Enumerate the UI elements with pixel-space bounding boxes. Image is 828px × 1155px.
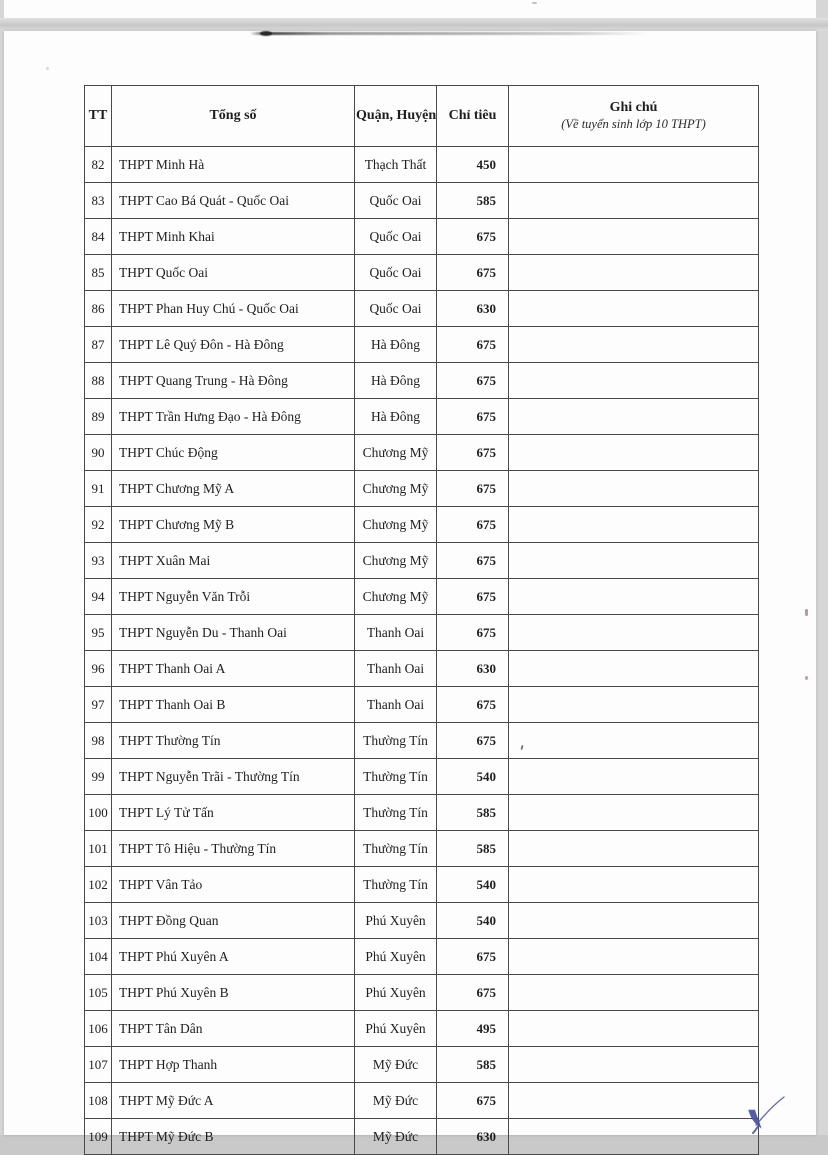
cell-note (509, 795, 759, 831)
cell-district: Phú Xuyên (355, 903, 437, 939)
table-row (85, 1119, 759, 1155)
cell-note (509, 327, 759, 363)
table-row (85, 543, 759, 579)
cell-quota: 675 (437, 363, 509, 399)
table-row (85, 975, 759, 1011)
cell-note (509, 255, 759, 291)
table-row (85, 831, 759, 867)
cell-quota: 585 (437, 183, 509, 219)
cell-district: Chương Mỹ (355, 579, 437, 615)
cell-district: Mỹ Đức (355, 1047, 437, 1083)
cell-tt: 91 (85, 471, 112, 507)
cell-school-name: THPT Vân Tảo (112, 867, 355, 903)
cell-quota: 585 (437, 1047, 509, 1083)
cell-school-name: THPT Chương Mỹ B (112, 507, 355, 543)
table-row (85, 795, 759, 831)
cell-district: Thường Tín (355, 831, 437, 867)
cell-tt: 103 (85, 903, 112, 939)
cell-tt: 92 (85, 507, 112, 543)
table-row (85, 147, 759, 183)
table-row (85, 507, 759, 543)
cell-school-name: THPT Nguyễn Trãi - Thường Tín (112, 759, 355, 795)
table-row (85, 615, 759, 651)
cell-district: Thường Tín (355, 795, 437, 831)
cell-tt: 93 (85, 543, 112, 579)
table-row (85, 723, 759, 759)
cell-school-name: THPT Thanh Oai B (112, 687, 355, 723)
cell-note (509, 1119, 759, 1155)
table-row (85, 759, 759, 795)
cell-district: Phú Xuyên (355, 975, 437, 1011)
cell-school-name: THPT Hợp Thanh (112, 1047, 355, 1083)
cell-district: Phú Xuyên (355, 939, 437, 975)
cell-note (509, 291, 759, 327)
cell-tt: 86 (85, 291, 112, 327)
cell-district: Chương Mỹ (355, 507, 437, 543)
cell-note (509, 183, 759, 219)
cell-tt: 84 (85, 219, 112, 255)
table-row (85, 399, 759, 435)
cell-quota: 675 (437, 507, 509, 543)
table-row (85, 291, 759, 327)
cell-quota: 585 (437, 795, 509, 831)
table-row (85, 687, 759, 723)
table-row (85, 867, 759, 903)
cell-school-name: THPT Đồng Quan (112, 903, 355, 939)
cell-note (509, 831, 759, 867)
cell-quota: 675 (437, 975, 509, 1011)
cell-note (509, 939, 759, 975)
cell-tt: 96 (85, 651, 112, 687)
table-row (85, 939, 759, 975)
cell-note (509, 651, 759, 687)
cell-district: Mỹ Đức (355, 1083, 437, 1119)
cell-quota: 675 (437, 1083, 509, 1119)
col-header-district: Quận, Huyện (355, 86, 437, 147)
cell-note (509, 1083, 759, 1119)
cell-note (509, 435, 759, 471)
pen-checkmark (738, 1089, 794, 1137)
cell-tt: 104 (85, 939, 112, 975)
table-row (85, 363, 759, 399)
cell-district: Quốc Oai (355, 291, 437, 327)
cell-note (509, 1011, 759, 1047)
table-row (85, 219, 759, 255)
cell-tt: 82 (85, 147, 112, 183)
page-gap (0, 18, 828, 31)
cell-school-name: THPT Thanh Oai A (112, 651, 355, 687)
cell-quota: 675 (437, 543, 509, 579)
note-header-subtitle: (Về tuyển sinh lớp 10 THPT) (561, 117, 706, 131)
cell-tt: 105 (85, 975, 112, 1011)
cell-district: Chương Mỹ (355, 471, 437, 507)
cell-school-name: THPT Quốc Oai (112, 255, 355, 291)
scan-speck (805, 676, 808, 680)
cell-tt: 106 (85, 1011, 112, 1047)
cell-quota: 675 (437, 327, 509, 363)
cell-school-name: THPT Xuân Mai (112, 543, 355, 579)
cell-tt: 108 (85, 1083, 112, 1119)
col-header-school-name: Tổng số (112, 86, 355, 147)
cell-note (509, 687, 759, 723)
cell-quota: 585 (437, 831, 509, 867)
table-row (85, 1083, 759, 1119)
cell-quota: 540 (437, 867, 509, 903)
cell-district: Hà Đông (355, 399, 437, 435)
cell-tt: 89 (85, 399, 112, 435)
note-header-title: Ghi chú (609, 100, 658, 115)
cell-note (509, 903, 759, 939)
cell-note (509, 507, 759, 543)
cell-tt: 101 (85, 831, 112, 867)
cell-district: Chương Mỹ (355, 435, 437, 471)
cell-note (509, 579, 759, 615)
cell-note (509, 219, 759, 255)
cell-tt: 98 (85, 723, 112, 759)
table-row (85, 327, 759, 363)
cell-district: Quốc Oai (355, 219, 437, 255)
cell-note (509, 975, 759, 1011)
cell-school-name: THPT Lê Quý Đôn - Hà Đông (112, 327, 355, 363)
cell-quota: 675 (437, 471, 509, 507)
cell-note (509, 867, 759, 903)
cell-note (509, 363, 759, 399)
table-row (85, 651, 759, 687)
cell-district: Quốc Oai (355, 183, 437, 219)
table-row (85, 435, 759, 471)
table-row (85, 1047, 759, 1083)
cell-note (509, 471, 759, 507)
table-header-row (85, 86, 759, 147)
cell-quota: 630 (437, 291, 509, 327)
cell-school-name: THPT Cao Bá Quát - Quốc Oai (112, 183, 355, 219)
cell-note (509, 615, 759, 651)
scan-artifact-smudge (250, 32, 650, 35)
cell-tt: 85 (85, 255, 112, 291)
col-header-tt: TT (85, 86, 112, 147)
cell-school-name: THPT Chúc Động (112, 435, 355, 471)
cell-quota: 675 (437, 579, 509, 615)
cell-school-name: THPT Lý Tử Tấn (112, 795, 355, 831)
cell-district: Thanh Oai (355, 687, 437, 723)
cell-quota: 675 (437, 615, 509, 651)
scan-speck (805, 609, 808, 616)
scan-artifact-blob (260, 31, 272, 36)
cell-quota: 675 (437, 435, 509, 471)
table-row (85, 579, 759, 615)
cell-school-name: THPT Mỹ Đức A (112, 1083, 355, 1119)
table-row (85, 255, 759, 291)
table-row (85, 903, 759, 939)
cell-note (509, 759, 759, 795)
cell-district: Thanh Oai (355, 615, 437, 651)
cell-district: Thường Tín (355, 723, 437, 759)
cell-district: Thanh Oai (355, 651, 437, 687)
previous-page-edge (4, 0, 816, 18)
cell-quota: 630 (437, 651, 509, 687)
cell-district: Hà Đông (355, 327, 437, 363)
cell-district: Thường Tín (355, 759, 437, 795)
table-row (85, 1011, 759, 1047)
cell-school-name: THPT Chương Mỹ A (112, 471, 355, 507)
cell-tt: 88 (85, 363, 112, 399)
table-row (85, 471, 759, 507)
cell-quota: 630 (437, 1119, 509, 1155)
cell-school-name: THPT Nguyễn Du - Thanh Oai (112, 615, 355, 651)
cell-note (509, 723, 759, 759)
cell-tt: 95 (85, 615, 112, 651)
cell-district: Phú Xuyên (355, 1011, 437, 1047)
cell-quota: 675 (437, 399, 509, 435)
cell-tt: 97 (85, 687, 112, 723)
cell-quota: 675 (437, 723, 509, 759)
cell-school-name: THPT Tô Hiệu - Thường Tín (112, 831, 355, 867)
cell-school-name: THPT Trần Hưng Đạo - Hà Đông (112, 399, 355, 435)
cell-note (509, 543, 759, 579)
cell-school-name: THPT Quang Trung - Hà Đông (112, 363, 355, 399)
cell-quota: 495 (437, 1011, 509, 1047)
cell-school-name: THPT Phú Xuyên B (112, 975, 355, 1011)
cell-district: Hà Đông (355, 363, 437, 399)
col-header-quota: Chỉ tiêu (437, 86, 509, 147)
col-header-note (509, 86, 759, 147)
cell-quota: 675 (437, 219, 509, 255)
cell-school-name: THPT Mỹ Đức B (112, 1119, 355, 1155)
cell-district: Thường Tín (355, 867, 437, 903)
cell-school-name: THPT Nguyễn Văn Trỗi (112, 579, 355, 615)
cell-quota: 540 (437, 903, 509, 939)
cell-school-name: THPT Minh Hà (112, 147, 355, 183)
cell-district: Mỹ Đức (355, 1119, 437, 1155)
cell-tt: 94 (85, 579, 112, 615)
cell-tt: 99 (85, 759, 112, 795)
cell-tt: 102 (85, 867, 112, 903)
school-quota-table (84, 85, 759, 1155)
document-page (4, 31, 816, 1144)
cell-quota: 540 (437, 759, 509, 795)
cell-note (509, 147, 759, 183)
scan-speck (46, 67, 49, 70)
cell-school-name: THPT Phú Xuyên A (112, 939, 355, 975)
cell-tt: 87 (85, 327, 112, 363)
cell-school-name: THPT Tân Dân (112, 1011, 355, 1047)
cell-tt: 109 (85, 1119, 112, 1155)
cell-school-name: THPT Phan Huy Chú - Quốc Oai (112, 291, 355, 327)
cell-quota: 675 (437, 687, 509, 723)
cell-district: Quốc Oai (355, 255, 437, 291)
cell-note (509, 399, 759, 435)
cell-tt: 83 (85, 183, 112, 219)
cell-note (509, 1047, 759, 1083)
cell-school-name: THPT Thường Tín (112, 723, 355, 759)
cell-district: Thạch Thất (355, 147, 437, 183)
cell-quota: 450 (437, 147, 509, 183)
scan-speck (532, 2, 537, 4)
cell-tt: 90 (85, 435, 112, 471)
cell-school-name: THPT Minh Khai (112, 219, 355, 255)
cell-quota: 675 (437, 939, 509, 975)
cell-district: Chương Mỹ (355, 543, 437, 579)
cell-tt: 107 (85, 1047, 112, 1083)
cell-tt: 100 (85, 795, 112, 831)
cell-quota: 675 (437, 255, 509, 291)
table-row (85, 183, 759, 219)
